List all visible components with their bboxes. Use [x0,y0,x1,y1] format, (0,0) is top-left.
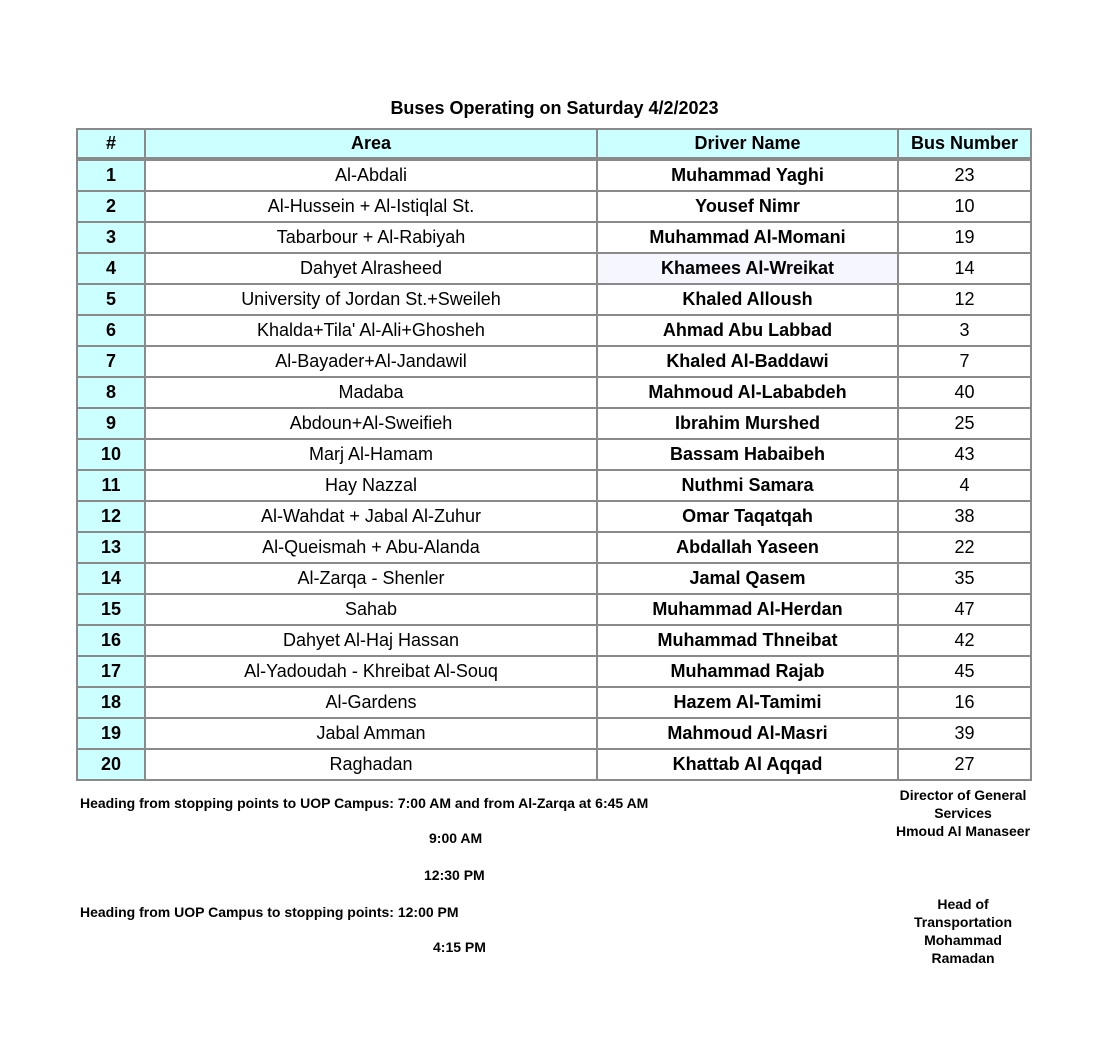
table-row [77,408,1031,439]
area-cell: Marj Al-Hamam [145,439,597,470]
to-campus-note: Heading from stopping points to UOP Campus: 7:00 AM and from Al-Zarqa at 6:45 AM [80,795,649,811]
driver-name-cell: Ibrahim Murshed [597,408,898,439]
table-row [77,284,1031,315]
table-row [77,191,1031,222]
area-cell: Al-Yadoudah - Khreibat Al-Souq [145,656,597,687]
row-number-cell: 7 [77,346,145,377]
row-number-cell: 14 [77,563,145,594]
driver-name-cell: Omar Taqatqah [597,501,898,532]
bus-number-cell: 39 [898,718,1031,749]
driver-name-cell: Hazem Al-Tamimi [597,687,898,718]
bus-number-cell: 23 [898,159,1031,191]
bus-schedule-table [76,128,1032,781]
bus-number-cell: 22 [898,532,1031,563]
time-note-2: 12:30 PM [424,867,485,883]
area-cell: Dahyet Alrasheed [145,253,597,284]
bus-number-cell: 45 [898,656,1031,687]
area-cell: Hay Nazzal [145,470,597,501]
table-row [77,470,1031,501]
driver-name-cell: Nuthmi Samara [597,470,898,501]
driver-name-cell: Bassam Habaibeh [597,439,898,470]
table-row [77,687,1031,718]
driver-name-cell: Muhammad Rajab [597,656,898,687]
column-header-bus: Bus Number [898,129,1031,159]
head-title: Head of Transportation [913,896,1012,930]
row-number-cell: 18 [77,687,145,718]
bus-number-cell: 4 [898,470,1031,501]
area-cell: Al-Abdali [145,159,597,191]
table-row [77,253,1031,284]
driver-name-cell: Mahmoud Al-Lababdeh [597,377,898,408]
area-cell: Al-Bayader+Al-Jandawil [145,346,597,377]
driver-name-cell: Abdallah Yaseen [597,532,898,563]
bus-number-cell: 40 [898,377,1031,408]
row-number-cell: 10 [77,439,145,470]
driver-name-cell: Muhammad Thneibat [597,625,898,656]
row-number-cell: 4 [77,253,145,284]
driver-name-cell: Yousef Nimr [597,191,898,222]
bus-number-cell: 7 [898,346,1031,377]
driver-name-cell: Muhammad Al-Momani [597,222,898,253]
area-cell: Al-Zarqa - Shenler [145,563,597,594]
area-cell: University of Jordan St.+Sweileh [145,284,597,315]
row-number-cell: 15 [77,594,145,625]
bus-number-cell: 12 [898,284,1031,315]
bus-number-cell: 47 [898,594,1031,625]
bus-number-cell: 43 [898,439,1031,470]
table-row [77,625,1031,656]
table-row [77,377,1031,408]
director-name: Hmoud Al Manaseer [895,823,1031,839]
area-cell: Al-Hussein + Al-Istiqlal St. [145,191,597,222]
head-name: Mohammad Ramadan [924,932,1002,966]
area-cell: Dahyet Al-Haj Hassan [145,625,597,656]
row-number-cell: 1 [77,159,145,191]
area-cell: Sahab [145,594,597,625]
table-row [77,439,1031,470]
director-signature [893,786,1033,840]
bus-number-cell: 27 [898,749,1031,780]
area-cell: Al-Queismah + Abu-Alanda [145,532,597,563]
table-row [77,222,1031,253]
area-cell: Jabal Amman [145,718,597,749]
bus-number-cell: 25 [898,408,1031,439]
row-number-cell: 6 [77,315,145,346]
column-header-number: # [77,129,145,159]
time-note-3: 4:15 PM [433,939,486,955]
director-title: Director of General Services [899,787,1027,821]
driver-name-cell: Khamees Al-Wreikat [597,253,898,284]
driver-name-cell: Khaled Alloush [597,284,898,315]
column-header-area: Area [145,129,597,159]
area-cell: Tabarbour + Al-Rabiyah [145,222,597,253]
area-cell: Al-Wahdat + Jabal Al-Zuhur [145,501,597,532]
row-number-cell: 8 [77,377,145,408]
driver-name-cell: Muhammad Al-Herdan [597,594,898,625]
row-number-cell: 16 [77,625,145,656]
area-cell: Al-Gardens [145,687,597,718]
table-row [77,315,1031,346]
row-number-cell: 2 [77,191,145,222]
driver-name-cell: Muhammad Yaghi [597,159,898,191]
row-number-cell: 5 [77,284,145,315]
row-number-cell: 20 [77,749,145,780]
table-row [77,656,1031,687]
row-number-cell: 13 [77,532,145,563]
table-row [77,501,1031,532]
area-cell: Khalda+Tila' Al-Ali+Ghosheh [145,315,597,346]
time-note-1: 9:00 AM [429,830,483,846]
bus-number-cell: 3 [898,315,1031,346]
bus-number-cell: 16 [898,687,1031,718]
table-row [77,346,1031,377]
table-header-row [77,129,1031,159]
bus-number-cell: 19 [898,222,1031,253]
table-row [77,532,1031,563]
table-row [77,563,1031,594]
row-number-cell: 12 [77,501,145,532]
head-signature [893,895,1033,967]
driver-name-cell: Jamal Qasem [597,563,898,594]
bus-number-cell: 14 [898,253,1031,284]
column-header-driver: Driver Name [597,129,898,159]
bus-number-cell: 42 [898,625,1031,656]
area-cell: Madaba [145,377,597,408]
from-campus-note: Heading from UOP Campus to stopping points: 12:00 PM [80,904,459,920]
row-number-cell: 9 [77,408,145,439]
page-title: Buses Operating on Saturday 4/2/2023 [390,98,719,118]
bus-number-cell: 38 [898,501,1031,532]
bus-number-cell: 10 [898,191,1031,222]
driver-name-cell: Ahmad Abu Labbad [597,315,898,346]
area-cell: Raghadan [145,749,597,780]
table-row [77,159,1031,191]
row-number-cell: 3 [77,222,145,253]
driver-name-cell: Khattab Al Aqqad [597,749,898,780]
area-cell: Abdoun+Al-Sweifieh [145,408,597,439]
table-row [77,594,1031,625]
driver-name-cell: Mahmoud Al-Masri [597,718,898,749]
row-number-cell: 11 [77,470,145,501]
row-number-cell: 17 [77,656,145,687]
row-number-cell: 19 [77,718,145,749]
table-row [77,749,1031,780]
table-row [77,718,1031,749]
bus-number-cell: 35 [898,563,1031,594]
driver-name-cell: Khaled Al-Baddawi [597,346,898,377]
